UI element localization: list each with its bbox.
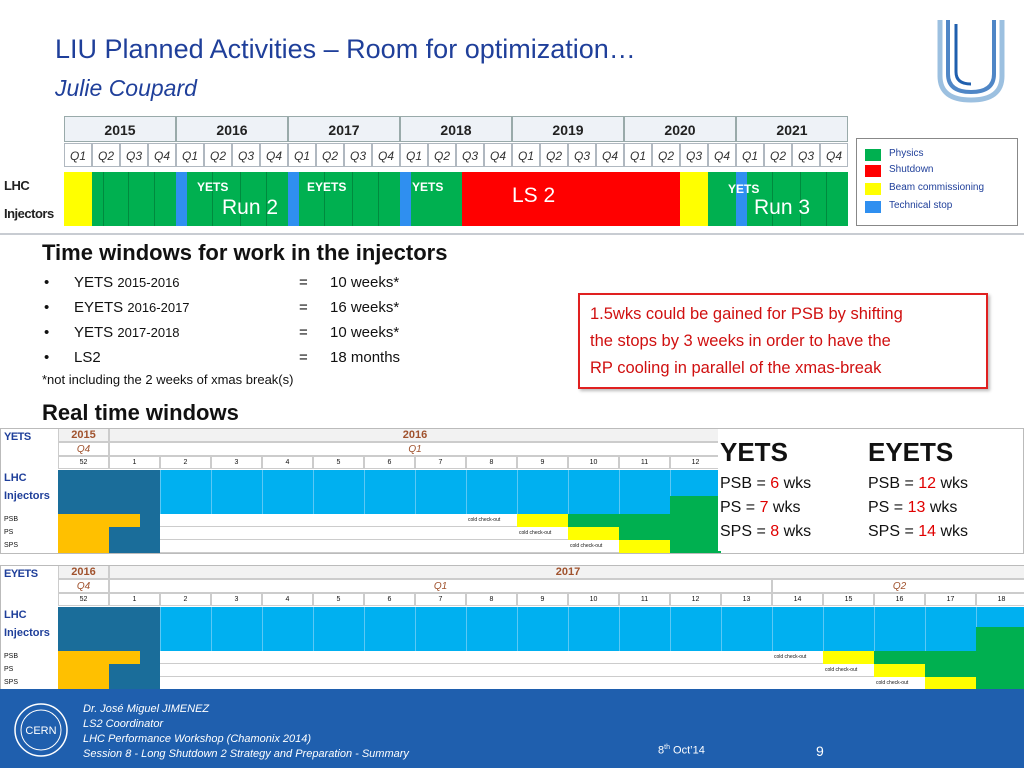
timeline-quarter: Q4 — [708, 143, 736, 167]
timeline-year-2015: 2015 — [64, 116, 176, 142]
timeline-quarter: Q1 — [64, 143, 92, 167]
physics-cell — [976, 627, 1024, 651]
cold-checkout-label: cold check-out — [519, 530, 552, 536]
timeline-quarter: Q4 — [820, 143, 848, 167]
timeline-segment — [288, 172, 299, 226]
cold-checkout-label: cold check-out — [468, 517, 501, 523]
table-row-ps: PS — [4, 529, 14, 536]
table-week: 4 — [262, 456, 313, 469]
table-week: 7 — [415, 456, 466, 469]
cold-checkout-label: cold check-out — [825, 667, 858, 673]
table-week: 11 — [619, 456, 670, 469]
timeline-divider-mark — [103, 172, 104, 226]
beam-commissioning-cell — [109, 514, 140, 527]
callout-line: the stops by 3 weeks in order to have the — [590, 332, 891, 350]
table-week: 16 — [874, 593, 925, 606]
footer-role: LS2 Coordinator — [83, 718, 164, 730]
grid-line — [517, 470, 518, 514]
table-week: 9 — [517, 456, 568, 469]
beam-commissioning-cell — [58, 651, 109, 690]
table-week: 11 — [619, 593, 670, 606]
cern-logo-icon — [12, 701, 70, 759]
timeline-segment — [462, 172, 680, 226]
grid-line — [823, 607, 824, 651]
timeline-divider-mark — [826, 172, 827, 226]
physics-cell — [925, 664, 1024, 677]
grid-line — [364, 607, 365, 651]
physics-cell — [619, 527, 721, 540]
grid-line — [925, 607, 926, 651]
table-week: 2 — [160, 456, 211, 469]
grid-line — [772, 607, 773, 651]
timeline-segment — [64, 172, 92, 226]
timeline-quarter: Q3 — [120, 143, 148, 167]
tech-stop-block — [160, 607, 1024, 651]
optimization-callout — [578, 293, 988, 389]
bar-label-run3: Run 3 — [754, 196, 811, 219]
bullet-value: 10 weeks* — [330, 274, 400, 291]
timeline-quarter: Q4 — [372, 143, 400, 167]
stat-value: 8 — [770, 523, 780, 540]
section-divider — [0, 233, 1024, 235]
grid-line — [160, 607, 161, 651]
timeline-segment — [708, 172, 736, 226]
page-number: 9 — [816, 743, 824, 759]
timeline-year-2019: 2019 — [512, 116, 624, 142]
grid-line — [262, 470, 263, 514]
stat-value: 12 — [918, 475, 937, 492]
timeline-quarter: Q4 — [260, 143, 288, 167]
physics-cell — [670, 496, 721, 514]
tech-stop-cell — [140, 651, 160, 664]
grid-line — [874, 607, 875, 651]
footer-event: LHC Performance Workshop (Chamonix 2014) — [83, 733, 312, 745]
bullet-name: LS2 — [74, 349, 101, 366]
yets-stats-title: YETS — [720, 437, 788, 467]
timeline-segment — [176, 172, 187, 226]
grid-line — [619, 470, 620, 514]
table-week: 3 — [211, 593, 262, 606]
table-year: 2017 — [109, 565, 1024, 579]
bullet-icon: • — [44, 299, 50, 316]
stat-value: 13 — [907, 499, 926, 516]
timeline-row-injectors: Injectors — [4, 206, 54, 221]
table-week: 15 — [823, 593, 874, 606]
grid-line — [568, 470, 569, 514]
grid-line — [721, 607, 722, 651]
timeline-quarter: Q4 — [596, 143, 624, 167]
table-week: 52 — [58, 456, 109, 469]
table-year: 2015 — [58, 428, 109, 442]
table-week: 3 — [211, 456, 262, 469]
timeline-quarter: Q3 — [568, 143, 596, 167]
timeline-year-2017: 2017 — [288, 116, 400, 142]
table-week: 8 — [466, 593, 517, 606]
table-year: 2016 — [58, 565, 109, 579]
grid-line — [466, 470, 467, 514]
table-week: 5 — [313, 593, 364, 606]
timeline-divider-mark — [154, 172, 155, 226]
timeline-segment — [400, 172, 411, 226]
timeline-year-2016: 2016 — [176, 116, 288, 142]
grid-line — [517, 607, 518, 651]
eyets-real-time-table — [0, 565, 1024, 689]
table-quarter: Q1 — [109, 442, 721, 456]
table-row-psb: PSB — [4, 653, 19, 660]
table-quarter: Q2 — [772, 579, 1024, 593]
timeline-quarter: Q3 — [456, 143, 484, 167]
stat-value: 14 — [918, 523, 937, 540]
footer-author: Dr. José Miguel JIMENEZ — [83, 703, 210, 715]
table-year: 2016 — [109, 428, 721, 442]
table-label: EYETS — [4, 568, 38, 580]
table-week: 6 — [364, 593, 415, 606]
table-row-sps: SPS — [4, 542, 19, 549]
timeline-quarter: Q1 — [624, 143, 652, 167]
callout-line: 1.5wks could be gained for PSB by shifting — [590, 305, 903, 323]
bar-label-ls2: LS 2 — [512, 184, 556, 207]
bullet-icon: • — [44, 324, 50, 341]
callout-line: RP cooling in parallel of the xmas-break — [590, 359, 882, 377]
beam-commissioning-cell — [568, 527, 619, 540]
bullet-equals: = — [299, 324, 308, 341]
bullet-icon: • — [44, 349, 50, 366]
table-week: 12 — [670, 456, 721, 469]
timeline-quarter: Q3 — [232, 143, 260, 167]
timeline-segment — [736, 172, 747, 226]
slide-subtitle: Julie Coupard — [55, 75, 197, 101]
timeline-row-lhc: LHC — [4, 178, 30, 193]
tech-stop-block — [58, 470, 160, 514]
table-row-lhc: LHC — [4, 472, 27, 484]
timeline-quarter: Q4 — [484, 143, 512, 167]
yets-stats — [720, 437, 788, 468]
bullet-value: 18 months — [330, 349, 401, 366]
timeline-divider-mark — [378, 172, 379, 226]
yets-stat-row: SPS = 8 wks — [720, 523, 812, 540]
timeline-quarter: Q2 — [316, 143, 344, 167]
grid-line — [160, 470, 161, 514]
timeline-quarter: Q4 — [148, 143, 176, 167]
timeline-quarter: Q3 — [792, 143, 820, 167]
tech-stop-block — [58, 607, 160, 651]
grid-line — [568, 607, 569, 651]
bar-label-run2: Run 2 — [222, 196, 279, 219]
table-week: 10 — [568, 593, 619, 606]
timeline-divider-mark — [128, 172, 129, 226]
timeline-quarter: Q2 — [92, 143, 120, 167]
beam-commissioning-cell — [517, 514, 568, 527]
table-quarter: Q4 — [58, 579, 109, 593]
grid-line — [313, 470, 314, 514]
bullet-equals: = — [299, 349, 308, 366]
table-week: 5 — [313, 456, 364, 469]
grid-line — [619, 607, 620, 651]
grid-line — [262, 607, 263, 651]
grid-line — [415, 607, 416, 651]
slide-footer — [0, 689, 1024, 768]
timeline-divider-mark — [352, 172, 353, 226]
bar-label-eyets-2016: EYETS — [307, 180, 347, 194]
timeline-quarter: Q1 — [512, 143, 540, 167]
eyets-stat-row: PS = 13 wks — [868, 499, 958, 516]
bullet-years: 2015-2016 — [117, 275, 180, 290]
eyets-stat-row: PSB = 12 wks — [868, 475, 969, 492]
yets-stat-row: PSB = 6 wks — [720, 475, 812, 492]
bar-label-yets-2020: YETS — [728, 182, 760, 196]
cold-checkout-label: cold check-out — [876, 680, 909, 686]
bullet-name: YETS 2015-2016 — [74, 274, 180, 291]
yets-stat-row: PS = 7 wks — [720, 499, 801, 516]
timeline-quarter: Q2 — [764, 143, 792, 167]
table-week: 7 — [415, 593, 466, 606]
table-row-psb: PSB — [4, 516, 19, 523]
cern-logo-text: CERN — [25, 725, 57, 737]
table-label: YETS — [4, 431, 31, 443]
timeline-quarter: Q2 — [540, 143, 568, 167]
eyets-stats — [868, 437, 953, 468]
tech-stop-cell — [140, 514, 160, 527]
timeline-quarter: Q1 — [736, 143, 764, 167]
grid-line — [364, 470, 365, 514]
table-week: 12 — [670, 593, 721, 606]
grid-line — [313, 607, 314, 651]
table-row-injectors: Injectors — [4, 490, 50, 502]
bullet-icon: • — [44, 274, 50, 291]
physics-cell — [670, 540, 721, 553]
eyets-stat-row: SPS = 14 wks — [868, 523, 969, 540]
grid-line — [211, 470, 212, 514]
table-week: 18 — [976, 593, 1024, 606]
bar-label-yets-2017: YETS — [412, 180, 444, 194]
grid-line — [466, 607, 467, 651]
beam-commissioning-cell — [619, 540, 670, 553]
table-row-injectors: Injectors — [4, 627, 50, 639]
stat-value: 7 — [759, 499, 769, 516]
tech-stop-block — [160, 470, 721, 514]
table-week: 1 — [109, 593, 160, 606]
timeline-quarter: Q2 — [204, 143, 232, 167]
beam-commissioning-cell — [823, 651, 874, 664]
timeline-quarter: Q3 — [344, 143, 372, 167]
table-week: 8 — [466, 456, 517, 469]
cold-checkout-label: cold check-out — [774, 654, 807, 660]
timeline-segment — [92, 172, 176, 226]
bullet-name: YETS 2017-2018 — [74, 324, 180, 341]
tech-stop-cell — [109, 664, 160, 690]
table-week: 6 — [364, 456, 415, 469]
table-row-ps: PS — [4, 666, 14, 673]
slide-title: LIU Planned Activities – Room for optimization… — [55, 34, 636, 64]
schedule-legend: Physics Shutdown Beam commissioning Technical stop — [856, 138, 1018, 226]
tech-stop-cell — [109, 527, 160, 553]
bullet-value: 16 weeks* — [330, 299, 400, 316]
footnote: *not including the 2 weeks of xmas break(s) — [42, 372, 294, 387]
table-week: 13 — [721, 593, 772, 606]
table-week: 17 — [925, 593, 976, 606]
section-heading-real-time: Real time windows — [42, 400, 239, 425]
footer-session: Session 8 - Long Shutdown 2 Strategy and Preparation - Summary — [83, 748, 409, 760]
grid-line — [211, 607, 212, 651]
beam-commissioning-cell — [874, 664, 925, 677]
table-week: 2 — [160, 593, 211, 606]
table-week: 1 — [109, 456, 160, 469]
table-week: 52 — [58, 593, 109, 606]
bullet-equals: = — [299, 299, 308, 316]
bullet-years: 2017-2018 — [117, 325, 180, 340]
grid-line — [670, 607, 671, 651]
timeline-year-2018: 2018 — [400, 116, 512, 142]
table-week: 9 — [517, 593, 568, 606]
section-heading-time-windows: Time windows for work in the injectors — [42, 240, 448, 265]
timeline-quarter: Q1 — [400, 143, 428, 167]
beam-commissioning-cell — [109, 651, 140, 664]
table-week: 14 — [772, 593, 823, 606]
table-quarter: Q1 — [109, 579, 772, 593]
table-row-lhc: LHC — [4, 609, 27, 621]
timeline-year-2020: 2020 — [624, 116, 736, 142]
bullet-equals: = — [299, 274, 308, 291]
stat-value: 6 — [770, 475, 780, 492]
timeline-quarter: Q1 — [288, 143, 316, 167]
timeline-quarter: Q3 — [680, 143, 708, 167]
table-quarter: Q4 — [58, 442, 109, 456]
timeline-quarter: Q2 — [428, 143, 456, 167]
eyets-stats-title: EYETS — [868, 437, 954, 467]
timeline-quarter: Q2 — [652, 143, 680, 167]
timeline-segment — [680, 172, 708, 226]
grid-line — [415, 470, 416, 514]
table-week: 4 — [262, 593, 313, 606]
table-week: 10 — [568, 456, 619, 469]
bar-label-yets-2015: YETS — [197, 180, 229, 194]
table-row-sps: SPS — [4, 679, 19, 686]
timeline-year-2021: 2021 — [736, 116, 848, 142]
lhc-schedule-timeline — [0, 116, 842, 228]
beam-commissioning-cell — [58, 514, 109, 553]
footer-date: 8th Oct’14 — [658, 744, 705, 757]
cold-checkout-label: cold check-out — [570, 543, 603, 549]
bullet-years: 2016-2017 — [127, 300, 190, 315]
timeline-quarter: Q1 — [176, 143, 204, 167]
bullet-name: EYETS 2016-2017 — [74, 299, 190, 316]
physics-cell — [874, 651, 1024, 664]
liu-logo-icon — [936, 16, 1006, 104]
physics-cell — [568, 514, 721, 527]
bullet-value: 10 weeks* — [330, 324, 400, 341]
